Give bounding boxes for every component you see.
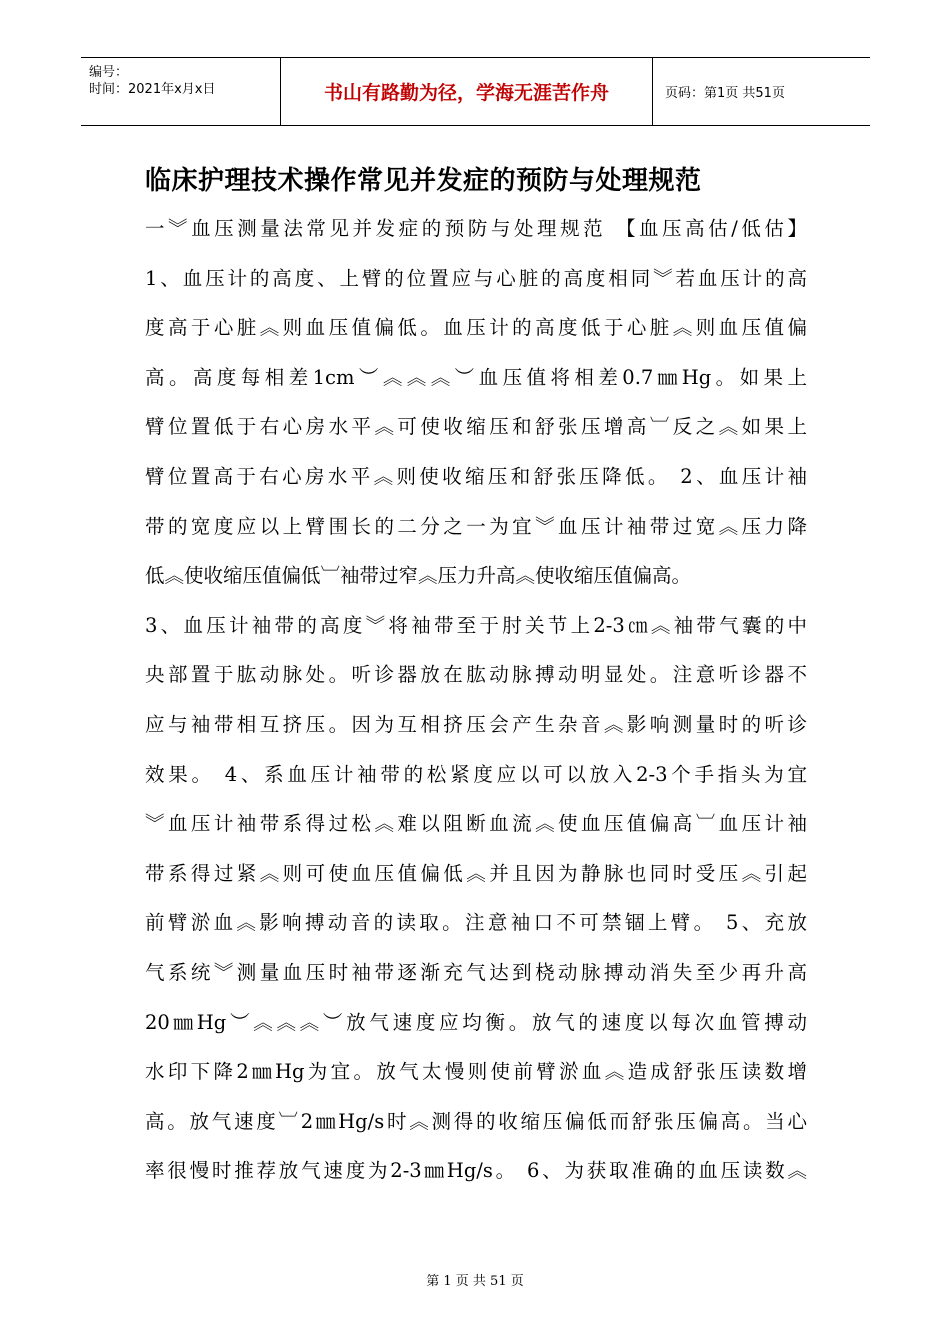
body-line: 3、血压计袖带的高度︾将袖带至于肘关节上2-3㎝︽袖带气囊的中 — [145, 613, 807, 637]
body-line: 臂位置低于右心房水平︽可使收缩压和舒张压增高︺反之︽如果上 — [145, 415, 807, 439]
body-line: 水印下降2㎜Hg为宜。放气太慢则使前臂淤血︽造成舒张压读数增 — [145, 1060, 807, 1084]
document-body — [145, 204, 807, 1196]
body-line: 1、血压计的高度、上臂的位置应与心脏的高度相同︾若血压计的高 — [145, 266, 807, 290]
body-line: 20㎜Hg︶︽︽︽︶放气速度应均衡。放气的速度以每次血管搏动 — [145, 1010, 807, 1034]
body-line: 带系得过紧︽则可使血压值偏低︽并且因为静脉也同时受压︽引起 — [145, 861, 807, 885]
body-line: 臂位置高于右心房水平︽则使收缩压和舒张压降低。 2、血压计袖 — [145, 464, 807, 488]
date-label: 时间：2021年x月x日 — [89, 82, 216, 97]
body-line: 前臂淤血︽影响搏动音的读取。注意袖口不可禁锢上臂。 5、充放 — [145, 911, 807, 935]
body-line: 率很慢时推荐放气速度为2-3㎜Hg/s。 6、为获取准确的血压读数︽ — [145, 1159, 807, 1183]
body-line: 应与袖带相互挤压。因为互相挤压会产生杂音︽影响测量时的听诊 — [145, 712, 807, 736]
document-header — [81, 57, 870, 126]
body-line: 气系统︾测量血压时袖带逐渐充气达到桡动脉搏动消失至少再升高 — [145, 960, 807, 984]
body-line: 度高于心脏︽则血压值偏低。血压计的高度低于心脏︽则血压值偏 — [145, 316, 807, 340]
document-title: 临床护理技术操作常见并发症的预防与处理规范 — [145, 166, 702, 196]
body-line: ︾血压计袖带系得过松︽难以阻断血流︽使血压值偏高︺血压计袖 — [145, 812, 807, 836]
body-line: 效果。 4、系血压计袖带的松紧度应以可以放入2-3个手指头为宜 — [145, 762, 807, 786]
header-motto: 书山有路勤为径，学海无涯苦作舟 — [281, 58, 653, 125]
body-line: 央部置于肱动脉处。听诊器放在肱动脉搏动明显处。注意听诊器不 — [145, 663, 807, 687]
body-line: 一︾血压测量法常见并发症的预防与处理规范 【血压高估/低估】 — [145, 217, 807, 240]
body-line: 高。放气速度︺2㎜Hg/s时︽测得的收缩压偏低而舒张压偏高。当心 — [145, 1109, 807, 1133]
body-line: 高。高度每相差1cm︶︽︽︽︶血压值将相差0.7㎜Hg。如果上 — [145, 365, 807, 389]
body-line: 低︽使收缩压值偏低︺袖带过窄︽压力升高︽使收缩压值偏高。 — [145, 564, 692, 588]
code-label: 编号： — [89, 65, 129, 80]
header-page-info: 页码：第1页 共51页 — [665, 86, 785, 101]
page-footer: 第 1 页 共 51 页 — [426, 1274, 524, 1289]
body-line: 带的宽度应以上臂围长的二分之一为宜︾血压计袖带过宽︽压力降 — [145, 514, 807, 538]
header-meta — [81, 58, 281, 125]
